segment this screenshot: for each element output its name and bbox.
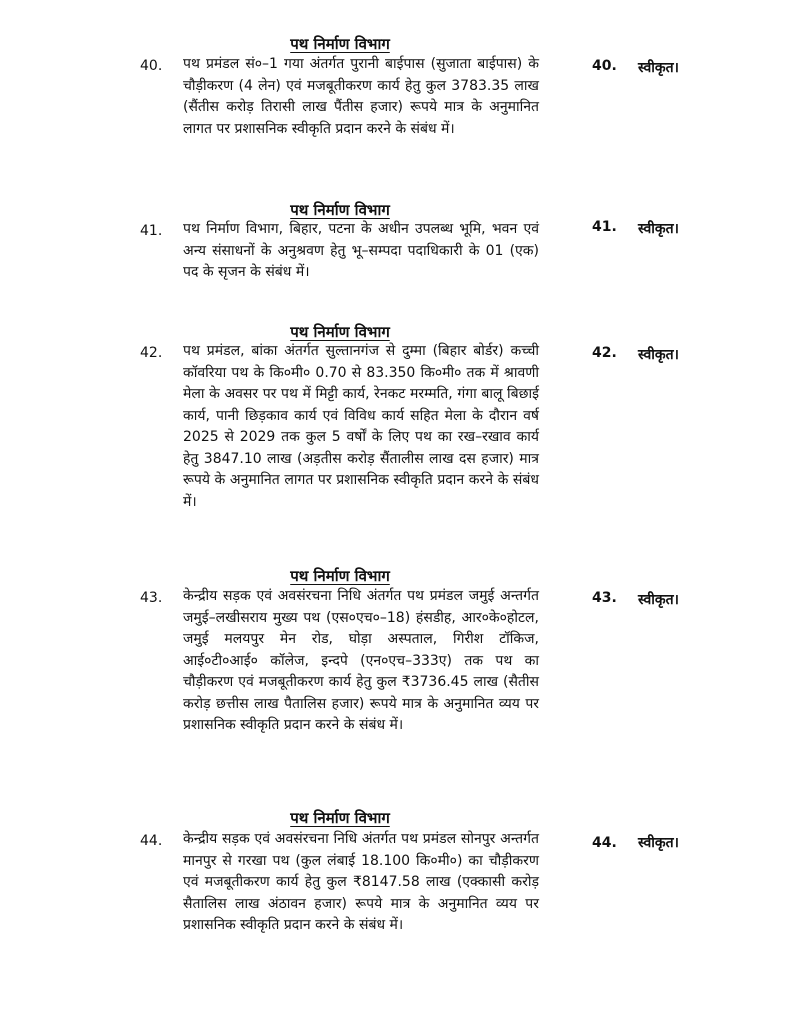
item-number: 41. — [140, 223, 163, 239]
item-description: केन्द्रीय सड़क एवं अवसंरचना निधि अंतर्गत पथ प्रमंडल जमुई अन्तर्गत जमुई–लखीसराय मुख्य पथ (एस०एच०–18) हंसडीह, आर०के०होटल, जमुई मलयपुर मेन रोड, घोड़ा अस्पताल, गिरीश टॉकिज, आई०टी०आई० कॉलेज, इन्दपे (एन०एच–333ए) तक पथ का चौड़ीकरण एवं मजबूतीकरण कार्य हेतु कुल ₹3736.45 लाख (सैतीस करोड़ छत्तीस लाख पैतालिस हजार) रूपये मात्र के अनुमानित व्यय पर प्रशासनिक स्वीकृति प्रदान करने के संबंध में। — [183, 588, 539, 733]
decision-number: 40. — [592, 58, 617, 74]
decision-status: स्वीकृत। — [638, 835, 679, 851]
department-heading: पथ निर्माण विभाग — [290, 201, 390, 219]
item-description: पथ निर्माण विभाग, बिहार, पटना के अधीन उपलब्ध भूमि, भवन एवं अन्य संसाधनों के अनुश्रवण हेतु भू–सम्पदा पदाधिकारी के 01 (एक) पद के सृजन के संबंध में। — [183, 221, 539, 280]
item-number: 42. — [140, 345, 163, 361]
decision-number: 41. — [592, 219, 617, 235]
item-description: पथ प्रमंडल सं०–1 गया अंतर्गत पुरानी बाईपास (सुजाता बाईपास) के चौड़ीकरण (4 लेन) एवं मजबूतीकरण कार्य हेतु कुल 3783.35 लाख (सैंतीस करोड़ तिरासी लाख पैंतीस हजार) रूपये मात्र के अनुमानित लागत पर प्रशासनिक स्वीकृति प्रदान करने के संबंध में। — [183, 56, 539, 137]
item-number: 40. — [140, 58, 163, 74]
decision-number: 43. — [592, 590, 617, 606]
decision-status: स्वीकृत। — [638, 592, 679, 608]
decision-status: स्वीकृत। — [638, 221, 679, 237]
item-number: 44. — [140, 833, 163, 849]
department-heading: पथ निर्माण विभाग — [290, 35, 390, 53]
department-heading: पथ निर्माण विभाग — [290, 809, 390, 827]
item-description: केन्द्रीय सड़क एवं अवसंरचना निधि अंतर्गत पथ प्रमंडल सोनपुर अन्तर्गत मानपुर से गरखा पथ (कुल लंबाई 18.100 कि०मी०) का चौड़ीकरण एवं मजबूतीकरण कार्य हेतु कुल ₹8147.58 लाख (एक्कासी करोड़ सैतालिस लाख अंठावन हजार) रूपये मात्र के अनुमानित व्यय पर प्रशासनिक स्वीकृति प्रदान करने के संबंध में। — [183, 831, 539, 933]
decision-number: 44. — [592, 835, 617, 851]
department-heading: पथ निर्माण विभाग — [290, 323, 390, 341]
decision-status: स्वीकृत। — [638, 347, 679, 363]
item-number: 43. — [140, 590, 163, 606]
department-heading: पथ निर्माण विभाग — [290, 567, 390, 585]
item-description: पथ प्रमंडल, बांका अंतर्गत सुल्तानगंज से दुम्मा (बिहार बोर्डर) कच्ची कॉवरिया पथ के कि०मी० 0.70 से 83.350 कि०मी० तक में श्रावणी मेला के अवसर पर पथ में मिट्टी कार्य, रेनकट मरम्मति, गंगा बालू बिछाई कार्य, पानी छिड़काव कार्य एवं विविध कार्य सहित मेला के दौरान वर्ष 2025 से 2029 तक कुल 5 वर्षों के लिए पथ का रख–रखाव कार्य हेतु 3847.10 लाख (अड़तीस करोड़ सैंतालीस लाख दस हजार) मात्र रूपये के अनुमानित लागत पर प्रशासनिक स्वीकृति प्रदान करने के संबंध में। — [183, 343, 539, 510]
decision-status: स्वीकृत। — [638, 60, 679, 76]
decision-number: 42. — [592, 345, 617, 361]
